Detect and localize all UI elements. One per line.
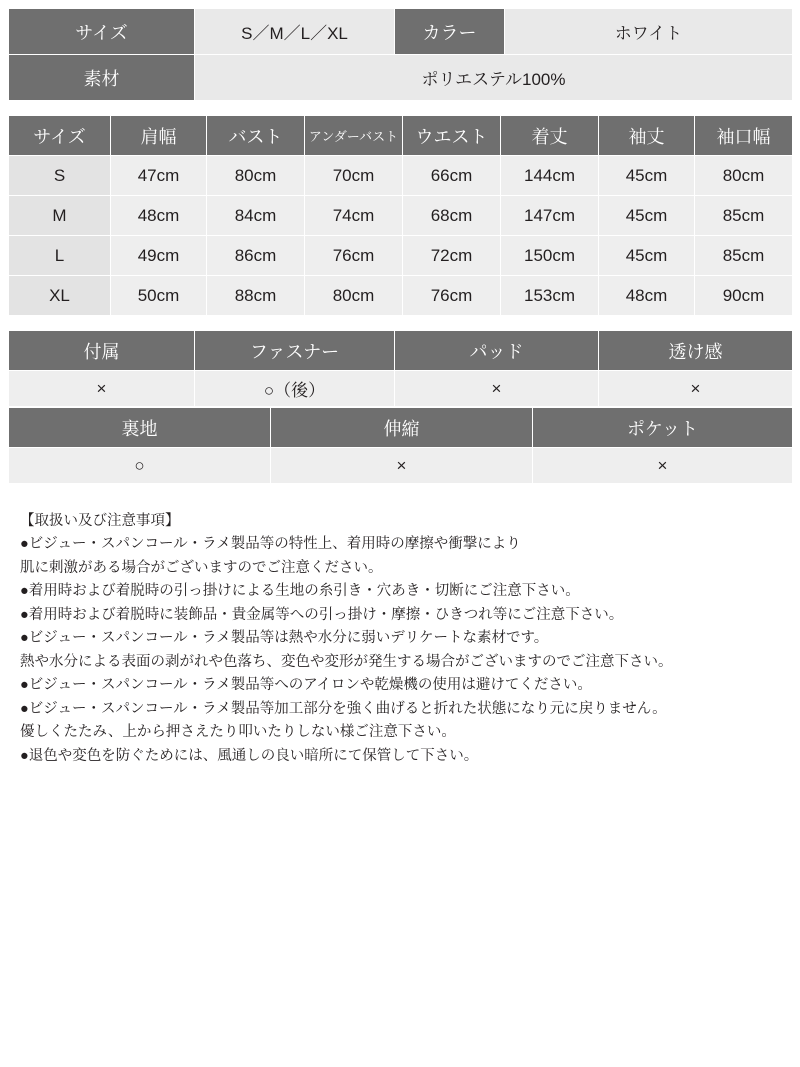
cell-bust: 88cm xyxy=(207,276,305,316)
cell-bust: 80cm xyxy=(207,156,305,196)
notes-line: 肌に刺激がある場合がございますのでご注意ください。 xyxy=(20,559,383,576)
table-row xyxy=(9,156,793,196)
col-header-sheerness: 透け感 xyxy=(599,331,793,371)
cell-length: 147cm xyxy=(501,196,599,236)
cell-underbust: 76cm xyxy=(305,236,403,276)
spec-value-color: ホワイト xyxy=(505,9,793,55)
spec-label-material: 素材 xyxy=(9,55,195,101)
table-header-row xyxy=(9,116,793,156)
basic-spec-table xyxy=(8,8,793,101)
cell-length: 153cm xyxy=(501,276,599,316)
cell-waist: 68cm xyxy=(403,196,501,236)
table-header-row xyxy=(9,331,793,371)
notes-title: 【取扱い及び注意事項】 xyxy=(20,513,180,529)
cell-cuff-width: 85cm xyxy=(695,196,793,236)
cell-sleeve-length: 45cm xyxy=(599,156,695,196)
options-table-a xyxy=(8,330,793,407)
cell-accessory: × xyxy=(9,371,195,407)
cell-lining: ○ xyxy=(9,448,271,484)
cell-bust: 86cm xyxy=(207,236,305,276)
cell-shoulder: 50cm xyxy=(111,276,207,316)
spec-value-size: S／M／L／XL xyxy=(195,9,395,55)
cell-length: 150cm xyxy=(501,236,599,276)
col-header-zipper: ファスナー xyxy=(195,331,395,371)
cell-pad: × xyxy=(395,371,599,407)
cell-sleeve-length: 48cm xyxy=(599,276,695,316)
cell-waist: 66cm xyxy=(403,156,501,196)
table-row xyxy=(9,196,793,236)
cell-size: M xyxy=(9,196,111,236)
table-header-row xyxy=(9,408,793,448)
col-header-accessory: 付属 xyxy=(9,331,195,371)
table-row xyxy=(9,55,793,101)
cell-underbust: 80cm xyxy=(305,276,403,316)
cell-cuff-width: 85cm xyxy=(695,236,793,276)
notes-line: ●ビジュー・スパンコール・ラメ製品等の特性上、着用時の摩擦や衝撃により xyxy=(20,536,521,553)
spec-label-color: カラー xyxy=(395,9,505,55)
col-header-shoulder: 肩幅 xyxy=(111,116,207,156)
col-header-lining: 裏地 xyxy=(9,408,271,448)
cell-sleeve-length: 45cm xyxy=(599,236,695,276)
notes-line: 優しくたたみ、上から押さえたり叩いたりしない様ご注意下さい。 xyxy=(20,724,456,741)
measurement-table xyxy=(8,115,793,316)
cell-sheerness: × xyxy=(599,371,793,407)
cell-shoulder: 47cm xyxy=(111,156,207,196)
cell-cuff-width: 80cm xyxy=(695,156,793,196)
notes-line: ●ビジュー・スパンコール・ラメ製品等は熱や水分に弱いデリケートな素材です。 xyxy=(20,630,549,647)
spec-label-size: サイズ xyxy=(9,9,195,55)
col-header-size: サイズ xyxy=(9,116,111,156)
col-header-waist: ウエスト xyxy=(403,116,501,156)
care-instructions xyxy=(8,510,792,768)
cell-waist: 72cm xyxy=(403,236,501,276)
table-row xyxy=(9,9,793,55)
cell-length: 144cm xyxy=(501,156,599,196)
table-row xyxy=(9,448,793,484)
cell-size: S xyxy=(9,156,111,196)
cell-cuff-width: 90cm xyxy=(695,276,793,316)
notes-line: ●退色や変色を防ぐためには、風通しの良い暗所にて保管して下さい。 xyxy=(20,747,479,764)
cell-zipper: ○（後） xyxy=(195,371,395,407)
table-row xyxy=(9,276,793,316)
col-header-underbust: アンダーバスト xyxy=(305,116,403,156)
cell-underbust: 74cm xyxy=(305,196,403,236)
col-header-pad: パッド xyxy=(395,331,599,371)
cell-underbust: 70cm xyxy=(305,156,403,196)
options-table-b xyxy=(8,407,793,484)
notes-line: ●ビジュー・スパンコール・ラメ製品等加工部分を強く曲げると折れた状態になり元に戻りません。 xyxy=(20,700,667,717)
cell-shoulder: 49cm xyxy=(111,236,207,276)
cell-size: XL xyxy=(9,276,111,316)
notes-line: ●着用時および着脱時の引っ掛けによる生地の糸引き・穴あき・切断にご注意下さい。 xyxy=(20,583,580,600)
col-header-length: 着丈 xyxy=(501,116,599,156)
cell-pocket: × xyxy=(533,448,793,484)
col-header-pocket: ポケット xyxy=(533,408,793,448)
notes-line: 熱や水分による表面の剥がれや色落ち、変色や変形が発生する場合がございますのでご注意下さい。 xyxy=(20,653,673,670)
cell-size: L xyxy=(9,236,111,276)
cell-sleeve-length: 45cm xyxy=(599,196,695,236)
spec-value-material: ポリエステル100% xyxy=(195,55,793,101)
table-row xyxy=(9,236,793,276)
notes-line: ●着用時および着脱時に装飾品・貴金属等への引っ掛け・摩擦・ひきつれ等にご注意下さい。 xyxy=(20,606,624,623)
col-header-sleeve-length: 袖丈 xyxy=(599,116,695,156)
cell-stretch: × xyxy=(271,448,533,484)
col-header-cuff-width: 袖口幅 xyxy=(695,116,793,156)
cell-waist: 76cm xyxy=(403,276,501,316)
col-header-bust: バスト xyxy=(207,116,305,156)
notes-line: ●ビジュー・スパンコール・ラメ製品等へのアイロンや乾燥機の使用は避けてください。 xyxy=(20,677,592,694)
cell-shoulder: 48cm xyxy=(111,196,207,236)
cell-bust: 84cm xyxy=(207,196,305,236)
col-header-stretch: 伸縮 xyxy=(271,408,533,448)
table-row xyxy=(9,371,793,407)
